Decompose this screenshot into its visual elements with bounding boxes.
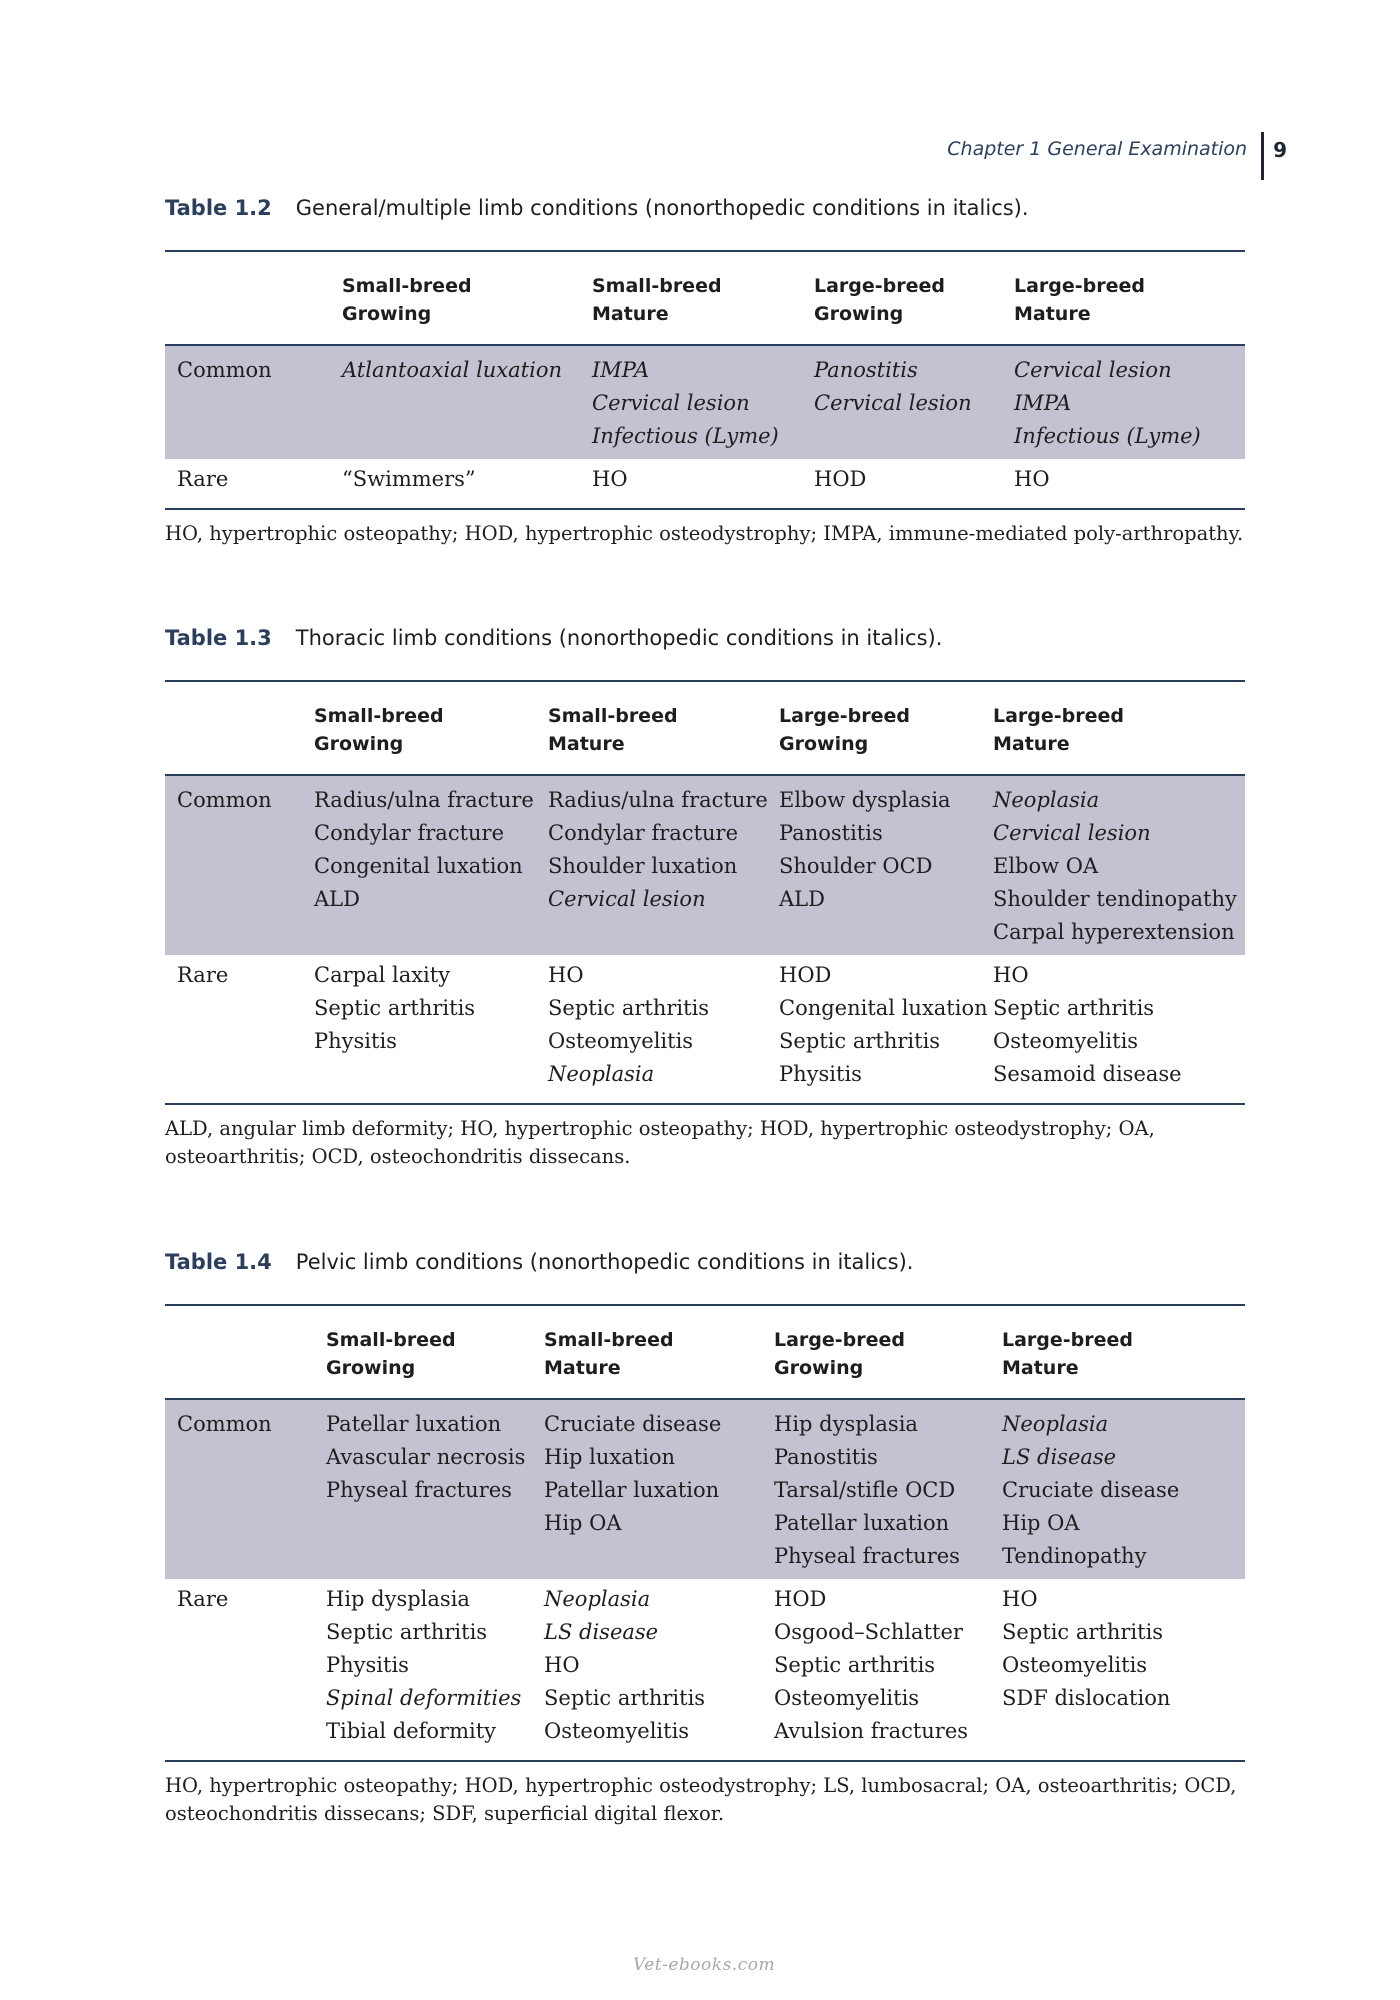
common-row bbox=[165, 1399, 1245, 1579]
condition-entry: Congenital luxation bbox=[779, 996, 988, 1020]
condition-entry: Septic arthritis bbox=[774, 1653, 936, 1677]
condition-entry: Patellar luxation bbox=[544, 1478, 720, 1502]
condition-entry: Avulsion fractures bbox=[774, 1719, 969, 1743]
column-header-line: Large-breed bbox=[1014, 275, 1146, 297]
column-header bbox=[774, 1305, 1002, 1399]
column-header-line: Mature bbox=[544, 1357, 621, 1379]
table-caption bbox=[165, 1250, 1245, 1304]
table-caption bbox=[165, 196, 1245, 250]
table-cell bbox=[774, 1579, 1002, 1761]
column-header-line: Mature bbox=[1014, 303, 1091, 325]
table-cell bbox=[1002, 1579, 1245, 1761]
condition-entry: Cervical lesion bbox=[993, 821, 1151, 845]
condition-entry: Shoulder tendinopathy bbox=[993, 887, 1237, 911]
row-label-cell bbox=[165, 1579, 326, 1761]
condition-entry: Radius/ulna fracture bbox=[314, 788, 534, 812]
condition-entry: Elbow dysplasia bbox=[779, 788, 951, 812]
condition-entry: Shoulder luxation bbox=[548, 854, 738, 878]
condition-entry: Elbow OA bbox=[993, 854, 1099, 878]
column-header-line: Large-breed bbox=[993, 705, 1125, 727]
condition-entry: Osteomyelitis bbox=[1002, 1653, 1148, 1677]
condition-entry: IMPA bbox=[1014, 391, 1072, 415]
column-header-line: Large-breed bbox=[779, 705, 911, 727]
condition-entry: Osteomyelitis bbox=[544, 1719, 690, 1743]
column-header-line: Large-breed bbox=[774, 1329, 906, 1351]
table-cell bbox=[326, 1579, 544, 1761]
condition-entry: Congenital luxation bbox=[314, 854, 523, 878]
condition-entry: Neoplasia bbox=[548, 1062, 655, 1086]
row-label: Rare bbox=[177, 467, 229, 491]
condition-entry: LS disease bbox=[1002, 1445, 1117, 1469]
condition-entry: Infectious (Lyme) bbox=[592, 424, 779, 448]
column-header-line: Growing bbox=[814, 303, 904, 325]
condition-entry: Tendinopathy bbox=[1002, 1544, 1147, 1568]
condition-entry: HO bbox=[548, 963, 584, 987]
table-title: General/multiple limb conditions (nonorthopedic conditions in italics). bbox=[295, 196, 1029, 220]
conditions-table bbox=[165, 250, 1245, 510]
table-cell bbox=[314, 775, 548, 955]
column-header bbox=[1002, 1305, 1245, 1399]
condition-entry: Neoplasia bbox=[544, 1587, 651, 1611]
condition-entry: Cruciate disease bbox=[1002, 1478, 1180, 1502]
table-cell bbox=[1002, 1399, 1245, 1579]
table-cell bbox=[326, 1399, 544, 1579]
table-1-3-block bbox=[165, 626, 1245, 1171]
condition-entry: Neoplasia bbox=[1002, 1412, 1109, 1436]
condition-entry: Sesamoid disease bbox=[993, 1062, 1182, 1086]
table-cell bbox=[774, 1399, 1002, 1579]
condition-entry: Septic arthritis bbox=[779, 1029, 941, 1053]
table-cell bbox=[592, 459, 814, 509]
table-cell bbox=[548, 955, 779, 1104]
condition-entry: Septic arthritis bbox=[1002, 1620, 1164, 1644]
condition-entry: HO bbox=[993, 963, 1029, 987]
column-header-line: Growing bbox=[774, 1357, 864, 1379]
condition-entry: ALD bbox=[314, 887, 360, 911]
condition-entry: Panostitis bbox=[779, 821, 883, 845]
row-label: Common bbox=[177, 358, 272, 382]
condition-entry: Patellar luxation bbox=[326, 1412, 502, 1436]
condition-entry: Panostitis bbox=[774, 1445, 878, 1469]
conditions-table bbox=[165, 680, 1245, 1105]
table-cell bbox=[592, 345, 814, 459]
condition-entry: Hip dysplasia bbox=[774, 1412, 918, 1436]
condition-entry: Shoulder OCD bbox=[779, 854, 933, 878]
column-header-line: Small-breed bbox=[544, 1329, 674, 1351]
table-cell bbox=[814, 459, 1014, 509]
condition-entry: Spinal deformities bbox=[326, 1686, 522, 1710]
row-label-cell bbox=[165, 1399, 326, 1579]
column-header bbox=[993, 681, 1245, 775]
column-header-line: Growing bbox=[779, 733, 869, 755]
condition-entry: Physitis bbox=[326, 1653, 409, 1677]
table-label: Table 1.3 bbox=[165, 626, 272, 650]
condition-entry: Septic arthritis bbox=[314, 996, 476, 1020]
row-label-cell bbox=[165, 345, 342, 459]
row-label-cell bbox=[165, 955, 314, 1104]
condition-entry: Cervical lesion bbox=[1014, 358, 1172, 382]
table-title: Thoracic limb conditions (nonorthopedic conditions in italics). bbox=[295, 626, 943, 650]
column-header bbox=[548, 681, 779, 775]
condition-entry: Tibial deformity bbox=[326, 1719, 497, 1743]
condition-entry: Septic arthritis bbox=[326, 1620, 488, 1644]
condition-entry: Radius/ulna fracture bbox=[548, 788, 768, 812]
condition-entry: Avascular necrosis bbox=[326, 1445, 526, 1469]
row-label: Common bbox=[177, 1412, 272, 1436]
table-1-2-block bbox=[165, 196, 1245, 548]
table-cell bbox=[1014, 459, 1245, 509]
condition-entry: Septic arthritis bbox=[544, 1686, 706, 1710]
chapter-title: Chapter 1 General Examination bbox=[947, 138, 1248, 160]
column-header-line: Small-breed bbox=[592, 275, 722, 297]
condition-entry: Patellar luxation bbox=[774, 1511, 950, 1535]
condition-entry: HO bbox=[544, 1653, 580, 1677]
column-header-line: Small-breed bbox=[314, 705, 444, 727]
condition-entry: LS disease bbox=[544, 1620, 659, 1644]
table-cell bbox=[548, 775, 779, 955]
row-label: Rare bbox=[177, 1587, 229, 1611]
condition-entry: Septic arthritis bbox=[993, 996, 1155, 1020]
condition-entry: ALD bbox=[779, 887, 825, 911]
conditions-table bbox=[165, 1304, 1245, 1762]
column-header-line: Mature bbox=[548, 733, 625, 755]
condition-entry: Hip OA bbox=[544, 1511, 622, 1535]
condition-entry: SDF dislocation bbox=[1002, 1686, 1171, 1710]
table-label: Table 1.4 bbox=[165, 1250, 272, 1274]
condition-entry: HOD bbox=[779, 963, 832, 987]
column-header-line: Growing bbox=[326, 1357, 416, 1379]
column-header-line: Small-breed bbox=[548, 705, 678, 727]
column-header bbox=[1014, 251, 1245, 345]
table-footnote: HO, hypertrophic osteopathy; HOD, hypertrophic osteodystrophy; LS, lumbosacral; OA, osteoarthritis; OCD, osteochondritis dissecans; SDF, superficial digital flexor. bbox=[165, 1774, 1237, 1825]
condition-entry: Physeal fractures bbox=[326, 1478, 512, 1502]
condition-entry: Carpal hyperextension bbox=[993, 920, 1235, 944]
condition-entry: Panostitis bbox=[814, 358, 918, 382]
table-cell bbox=[342, 459, 592, 509]
row-header-column bbox=[165, 251, 342, 345]
rare-row bbox=[165, 955, 1245, 1104]
condition-entry: Osteomyelitis bbox=[774, 1686, 920, 1710]
table-cell bbox=[544, 1399, 774, 1579]
column-header bbox=[314, 681, 548, 775]
condition-entry: HO bbox=[1002, 1587, 1038, 1611]
column-header-line: Mature bbox=[1002, 1357, 1079, 1379]
table-cell bbox=[779, 955, 993, 1104]
condition-entry: “Swimmers” bbox=[342, 467, 476, 491]
condition-entry: Cervical lesion bbox=[814, 391, 972, 415]
column-header-line: Growing bbox=[314, 733, 404, 755]
table-cell bbox=[544, 1579, 774, 1761]
condition-entry: Hip luxation bbox=[544, 1445, 676, 1469]
table-cell bbox=[779, 775, 993, 955]
condition-entry: Hip dysplasia bbox=[326, 1587, 470, 1611]
condition-entry: Condylar fracture bbox=[548, 821, 739, 845]
row-header-column bbox=[165, 681, 314, 775]
column-header bbox=[326, 1305, 544, 1399]
condition-entry: Physitis bbox=[779, 1062, 862, 1086]
table-footnote: HO, hypertrophic osteopathy; HOD, hypertrophic osteodystrophy; IMPA, immune-mediated poly-arthropathy. bbox=[165, 522, 1244, 545]
condition-entry: Osgood–Schlatter bbox=[774, 1620, 963, 1644]
condition-entry: HOD bbox=[814, 467, 867, 491]
rare-row bbox=[165, 459, 1245, 509]
table-caption bbox=[165, 626, 1245, 680]
table-cell bbox=[814, 345, 1014, 459]
running-head bbox=[947, 132, 1287, 182]
condition-entry: IMPA bbox=[592, 358, 650, 382]
column-header-line: Small-breed bbox=[326, 1329, 456, 1351]
condition-entry: Tarsal/stifle OCD bbox=[774, 1478, 956, 1502]
column-header-line: Large-breed bbox=[1002, 1329, 1134, 1351]
condition-entry: HO bbox=[1014, 467, 1050, 491]
condition-entry: Hip OA bbox=[1002, 1511, 1080, 1535]
table-title: Pelvic limb conditions (nonorthopedic conditions in italics). bbox=[295, 1250, 914, 1274]
condition-entry: Condylar fracture bbox=[314, 821, 505, 845]
condition-entry: Osteomyelitis bbox=[993, 1029, 1139, 1053]
column-header bbox=[544, 1305, 774, 1399]
table-label: Table 1.2 bbox=[165, 196, 272, 220]
table-cell bbox=[342, 345, 592, 459]
table-cell bbox=[993, 775, 1245, 955]
row-label-cell bbox=[165, 775, 314, 955]
condition-entry: Carpal laxity bbox=[314, 963, 451, 987]
condition-entry: Physeal fractures bbox=[774, 1544, 960, 1568]
table-cell bbox=[1014, 345, 1245, 459]
page-number: 9 bbox=[1273, 138, 1287, 162]
column-header-line: Growing bbox=[342, 303, 432, 325]
table-footnote: ALD, angular limb deformity; HO, hypertrophic osteopathy; HOD, hypertrophic osteodystrophy; OA, osteoarthritis; OCD, osteochondritis dissecans. bbox=[165, 1117, 1155, 1168]
condition-entry: Cruciate disease bbox=[544, 1412, 722, 1436]
condition-entry: Osteomyelitis bbox=[548, 1029, 694, 1053]
column-header bbox=[592, 251, 814, 345]
table-cell bbox=[993, 955, 1245, 1104]
column-header-line: Mature bbox=[592, 303, 669, 325]
condition-entry: Cervical lesion bbox=[548, 887, 706, 911]
column-header-line: Large-breed bbox=[814, 275, 946, 297]
condition-entry: Neoplasia bbox=[993, 788, 1100, 812]
condition-entry: Atlantoaxial luxation bbox=[342, 358, 562, 382]
rare-row bbox=[165, 1579, 1245, 1761]
column-header-line: Small-breed bbox=[342, 275, 472, 297]
table-cell bbox=[314, 955, 548, 1104]
column-header bbox=[779, 681, 993, 775]
condition-entry: Infectious (Lyme) bbox=[1014, 424, 1201, 448]
watermark-logo: Vet-ebooks.com bbox=[633, 1955, 776, 1975]
condition-entry: HO bbox=[592, 467, 628, 491]
column-header-line: Mature bbox=[993, 733, 1070, 755]
table-1-4-block bbox=[165, 1250, 1245, 1828]
condition-entry: HOD bbox=[774, 1587, 827, 1611]
column-header bbox=[342, 251, 592, 345]
row-header-column bbox=[165, 1305, 326, 1399]
row-label: Rare bbox=[177, 963, 229, 987]
condition-entry: Physitis bbox=[314, 1029, 397, 1053]
row-label-cell bbox=[165, 459, 342, 509]
common-row bbox=[165, 345, 1245, 459]
row-label: Common bbox=[177, 788, 272, 812]
common-row bbox=[165, 775, 1245, 955]
condition-entry: Septic arthritis bbox=[548, 996, 710, 1020]
column-header bbox=[814, 251, 1014, 345]
condition-entry: Cervical lesion bbox=[592, 391, 750, 415]
